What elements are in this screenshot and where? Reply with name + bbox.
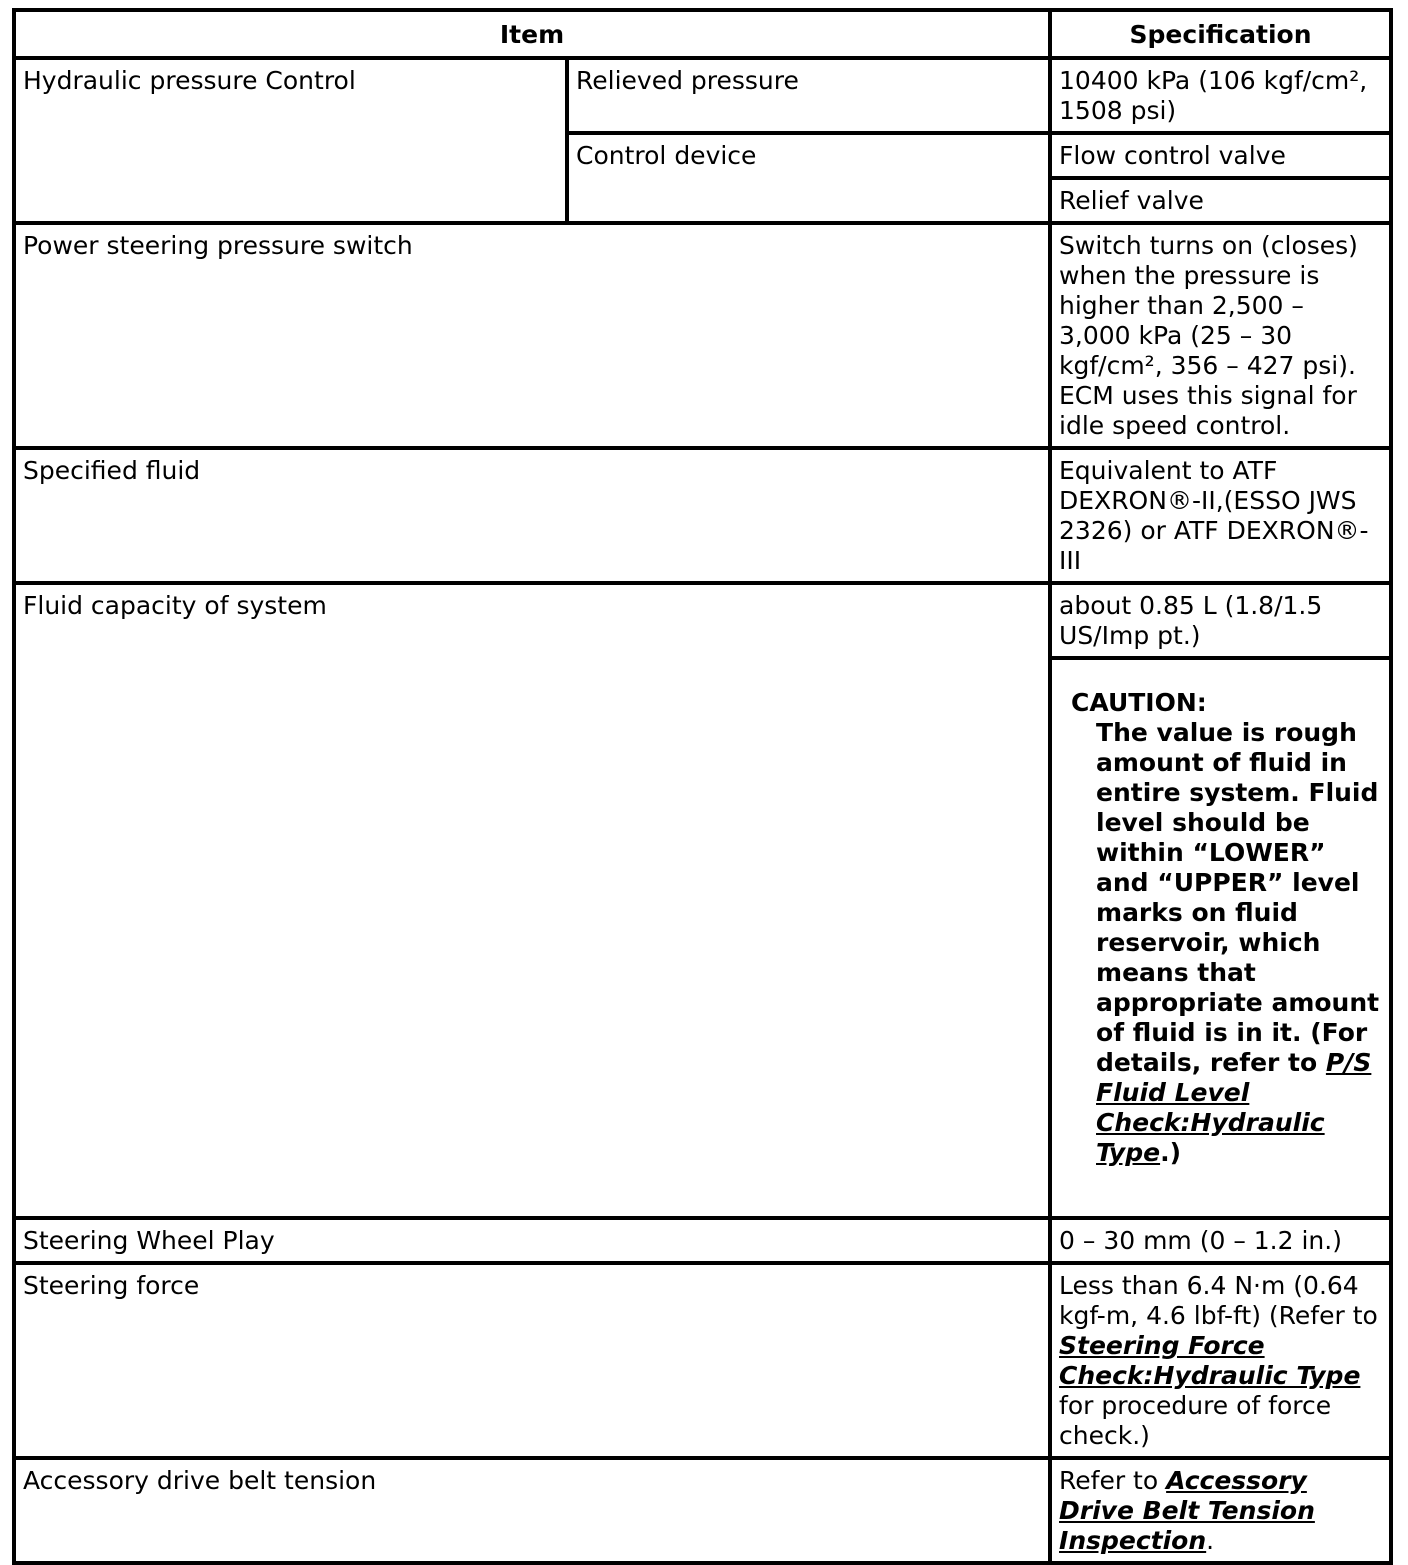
caution-cell [1050, 658, 1391, 1218]
header-item: Item [14, 10, 1050, 58]
belt-value-cell [1050, 1458, 1391, 1563]
belt-value-pre: Refer to [1059, 1466, 1167, 1495]
force-value-post: for procedure of force check.) [1059, 1391, 1332, 1450]
force-value-cell [1050, 1263, 1391, 1458]
belt-value-post: . [1206, 1526, 1215, 1555]
table-row [14, 1458, 1391, 1563]
table-row [14, 223, 1391, 448]
table-row [14, 58, 1391, 133]
capacity-value-cell: about 0.85 L (1.8/1.5 US/Imp pt.) [1050, 583, 1391, 658]
force-item-cell: Steering force [14, 1263, 1050, 1458]
relieved-pressure-value: 10400 kPa (106 kgf/cm², 1508 psi) [1050, 58, 1391, 133]
fluid-item-cell: Specified fluid [14, 448, 1050, 583]
force-value-pre: Less than 6.4 N·m (0.64 kgf-m, 4.6 lbf-ft) (Refer to [1059, 1271, 1378, 1330]
table-row [14, 1263, 1391, 1458]
play-item-cell: Steering Wheel Play [14, 1218, 1050, 1263]
table-header-row [14, 10, 1391, 58]
caution-title: CAUTION: [1071, 688, 1207, 717]
belt-tension-inspection-link[interactable]: Accessory Drive Belt Tension Inspection [1059, 1466, 1315, 1555]
capacity-item-cell: Fluid capacity of system [14, 583, 1050, 1218]
table-row [14, 1218, 1391, 1263]
specification-table [12, 8, 1393, 1565]
hydraulic-item-cell: Hydraulic pressure Control [14, 58, 567, 223]
play-value-cell: 0 – 30 mm (0 – 1.2 in.) [1050, 1218, 1391, 1263]
caution-end: .) [1160, 1138, 1182, 1167]
switch-value-cell: Switch turns on (closes) when the pressure is higher than 2,500 – 3,000 kPa (25 – 30 kgf/cm², 356 – 427 psi). ECM uses this signal for idle speed control. [1050, 223, 1391, 448]
table-row [14, 448, 1391, 583]
switch-item-cell: Power steering pressure switch [14, 223, 1050, 448]
relieved-pressure-label: Relieved pressure [567, 58, 1050, 133]
control-device-label: Control device [567, 133, 1050, 223]
table-row [14, 583, 1391, 658]
flow-control-valve-value: Flow control valve [1050, 133, 1391, 178]
fluid-level-check-link[interactable]: P/S Fluid Level Check:Hydraulic Type [1096, 1048, 1372, 1167]
belt-item-cell: Accessory drive belt tension [14, 1458, 1050, 1563]
steering-force-check-link[interactable]: Steering Force Check:Hydraulic Type [1059, 1331, 1361, 1390]
caution-body [1096, 718, 1382, 1168]
fluid-value-cell: Equivalent to ATF DEXRON®-II,(ESSO JWS 2326) or ATF DEXRON®-III [1050, 448, 1391, 583]
header-specification: Specification [1050, 10, 1391, 58]
caution-text: The value is rough amount of fluid in entire system. Fluid level should be within “LOWER” and “UPPER” level marks on fluid reservoir, which means that appropriate amount of fluid is in it. (For details, refer to [1096, 718, 1380, 1077]
relief-valve-value: Relief valve [1050, 178, 1391, 223]
